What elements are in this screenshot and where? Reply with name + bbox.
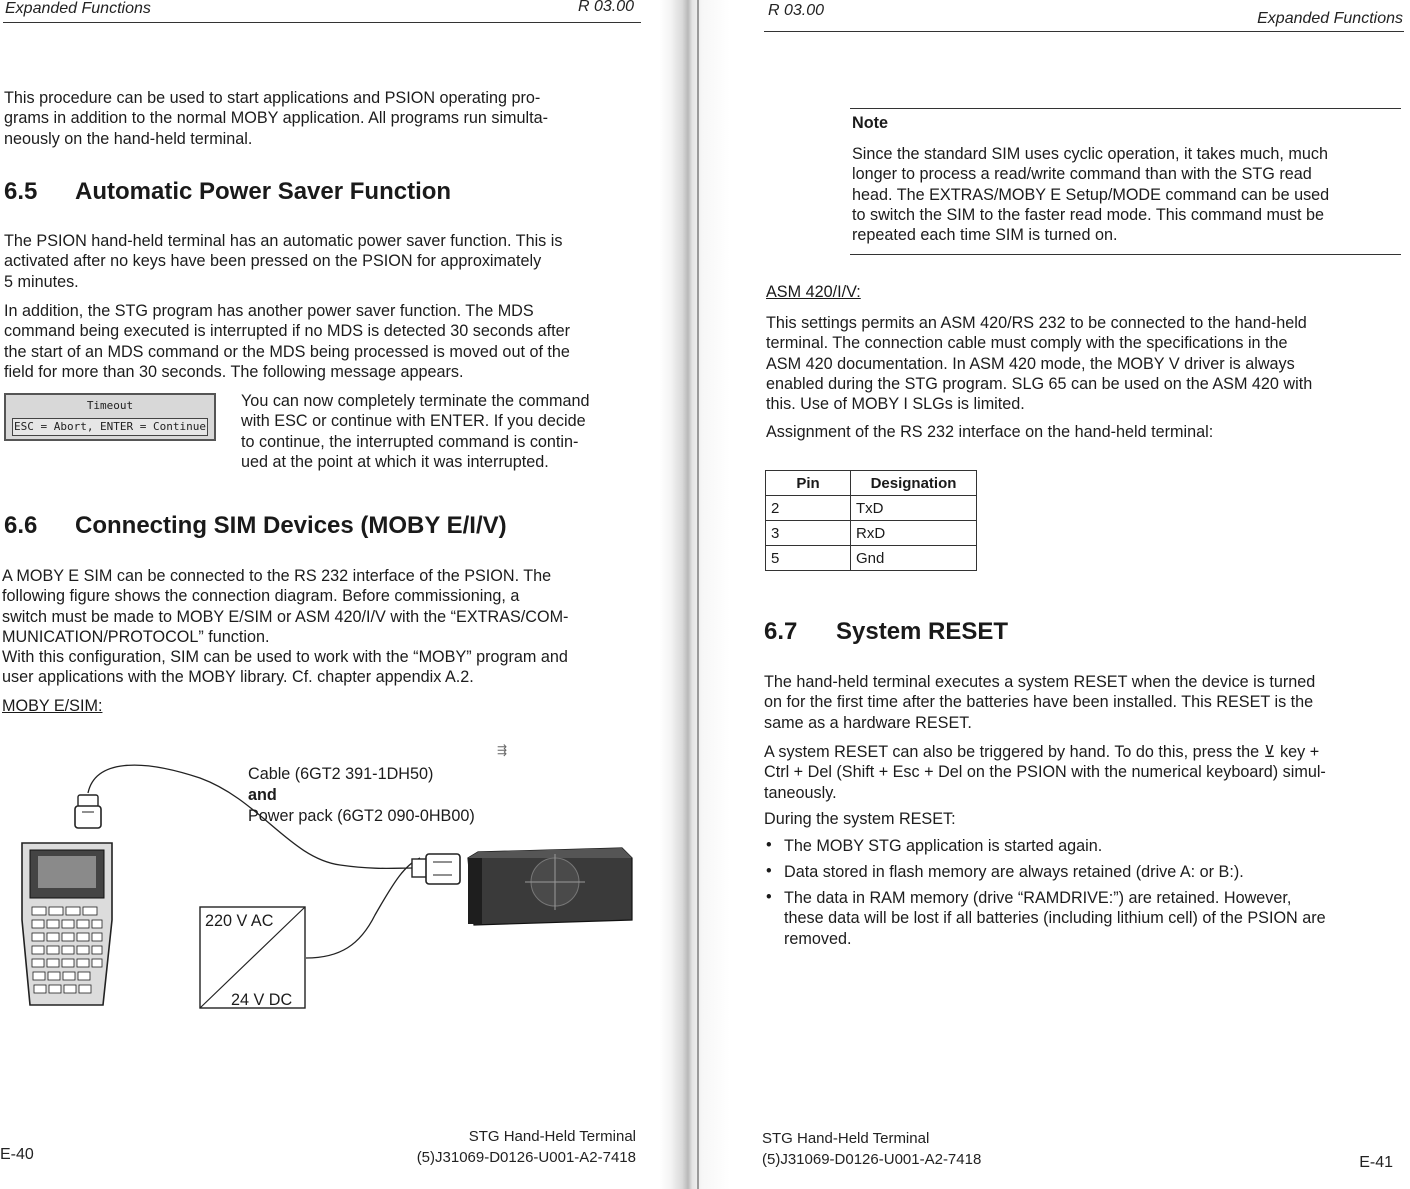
figure-dc-label: 24 V DC bbox=[231, 991, 293, 1009]
left-page-number: E-40 bbox=[0, 1146, 34, 1163]
pin-assignment-table bbox=[765, 470, 977, 571]
right-footer-docnum: (5)J31069-D0126-U001-A2-7418 bbox=[762, 1151, 982, 1168]
table-row: 5 Gnd bbox=[766, 546, 977, 571]
timeout-message-title: Timeout bbox=[86, 399, 134, 412]
section-6-7-paragraph-2: A system RESET can also be triggered by hand. To do this, press the ⊻ key + Ctrl + Del (Shift + Esc + Del on the PSION with the numerical keyboard) simul- taneously. bbox=[764, 743, 1326, 802]
right-header-title: Expanded Functions bbox=[1257, 10, 1403, 27]
table-header-row bbox=[766, 471, 977, 496]
table-header-designation: Designation bbox=[851, 471, 977, 496]
left-header-title: Expanded Functions bbox=[5, 0, 151, 17]
asm-paragraph: This settings permits an ASM 420/RS 232 to be connected to the hand-held terminal. The connection cable must comply with the specifications in the ASM 420 documentation. In ASM 420 mode, the MOBY V driver is always enabled during the STG program. SLG 65 can be used on the ASM 420 with this. Use of MOBY I SLGs is limited. bbox=[766, 314, 1313, 414]
section-6-7-paragraph-1: The hand-held terminal executes a system RESET when the device is turned on for the first time after the batteries have been installed. This RESET is the same as a hardware RESET. bbox=[764, 673, 1316, 732]
table-row: 2 TxD bbox=[766, 496, 977, 521]
section-6-7-title: System RESET bbox=[836, 618, 1009, 645]
left-header-rev: R 03.00 bbox=[578, 0, 635, 15]
left-footer-docnum: (5)J31069-D0126-U001-A2-7418 bbox=[416, 1149, 636, 1166]
asm-label: ASM 420/I/V: bbox=[766, 283, 861, 301]
terminal-connector-icon bbox=[75, 795, 101, 828]
figure-ac-label: 220 V AC bbox=[205, 912, 274, 930]
figure-and-label: and bbox=[248, 786, 277, 804]
list-item: The data in RAM memory (drive “RAMDRIVE:”) are retained. However, these data will be lost if all batteries (including lithium cell) of the PSION are removed. bbox=[784, 889, 1326, 948]
psion-terminal-icon bbox=[22, 843, 112, 1005]
figure-power-pack-label: Power pack (6GT2 090-0HB00) bbox=[248, 807, 475, 825]
assignment-line: Assignment of the RS 232 interface on the hand-held terminal: bbox=[766, 423, 1214, 441]
moby-esim-label: MOBY E/SIM: bbox=[2, 697, 103, 715]
bullet-icon: • bbox=[766, 888, 772, 906]
svg-text:⇶: ⇶ bbox=[497, 743, 508, 757]
section-6-5-paragraph-1: The PSION hand-held terminal has an automatic power saver function. This is activated after no keys have been pressed on the PSION for approximately 5 minutes. bbox=[4, 232, 563, 291]
section-6-7-number: 6.7 bbox=[764, 618, 798, 645]
section-6-5-paragraph-3: You can now completely terminate the command with ESC or continue with ENTER. If you decide to continue, the interrupted command is contin- ued at the point at which it was interrupted. bbox=[241, 392, 590, 471]
right-header-rule bbox=[764, 31, 1404, 32]
right-page-number: E-41 bbox=[1359, 1154, 1393, 1171]
note-top-rule bbox=[850, 108, 1401, 109]
timeout-message-display bbox=[4, 393, 216, 441]
table-header-pin: Pin bbox=[766, 471, 851, 496]
table-row: 3 RxD bbox=[766, 521, 977, 546]
list-item: The MOBY STG application is started again. bbox=[784, 837, 1103, 855]
reader-connector-icon bbox=[412, 854, 460, 884]
bullet-icon: • bbox=[766, 836, 772, 854]
section-6-6-number: 6.6 bbox=[4, 512, 38, 539]
note-bottom-rule bbox=[850, 254, 1401, 255]
section-6-6-paragraph: A MOBY E SIM can be connected to the RS 232 interface of the PSION. The following figure shows the connection diagram. Before commissioning, a switch must be made to MOBY E/SIM or ASM 420/I/V with the “EXTRAS/COM- MUNICATION/PROTOCOL” function. With this configuration, SIM can be used to work with the “MOBY” program and user applications with the MOBY library. Cf. chapter appendix A.2. bbox=[2, 567, 569, 687]
right-footer-title: STG Hand-Held Terminal bbox=[762, 1130, 930, 1147]
page-gutter bbox=[660, 0, 730, 1189]
bullet-icon: • bbox=[766, 862, 772, 880]
figure-cable-label: Cable (6GT2 391-1DH50) bbox=[248, 765, 434, 783]
section-6-5-paragraph-2: In addition, the STG program has another power saver function. The MDS command being executed is interrupted if no MDS is detected 30 seconds after the start of an MDS command or the MDS being processed is moved out of the field for more than 30 seconds. The following message appears. bbox=[4, 302, 570, 381]
section-6-5-number: 6.5 bbox=[4, 178, 38, 205]
note-heading: Note bbox=[852, 114, 888, 132]
left-intro-paragraph: This procedure can be used to start applications and PSION operating pro- grams in addition to the normal MOBY application. All programs run simulta- neously on the hand-held terminal. bbox=[4, 89, 549, 148]
timeout-message-options: ESC = Abort, ENTER = Continue bbox=[12, 418, 208, 436]
section-6-5-title: Automatic Power Saver Function bbox=[75, 178, 452, 205]
left-footer-title: STG Hand-Held Terminal bbox=[468, 1128, 636, 1145]
sim-device-icon bbox=[468, 848, 632, 925]
right-header-rev: R 03.00 bbox=[768, 2, 825, 19]
list-item: Data stored in flash memory are always retained (drive A: or B:). bbox=[784, 863, 1244, 881]
note-text: Since the standard SIM uses cyclic operation, it takes much, much longer to process a read/write command than with the STG read head. The EXTRAS/MOBY E Setup/MODE command can be used to switch the SIM to the faster read mode. This command must be repeated each time SIM is turned on. bbox=[852, 145, 1330, 245]
during-reset-line: During the system RESET: bbox=[764, 810, 956, 828]
gutter-fold-line bbox=[697, 0, 699, 1189]
left-header-rule bbox=[3, 22, 641, 23]
section-6-6-title: Connecting SIM Devices (MOBY E/I/V) bbox=[75, 512, 507, 539]
